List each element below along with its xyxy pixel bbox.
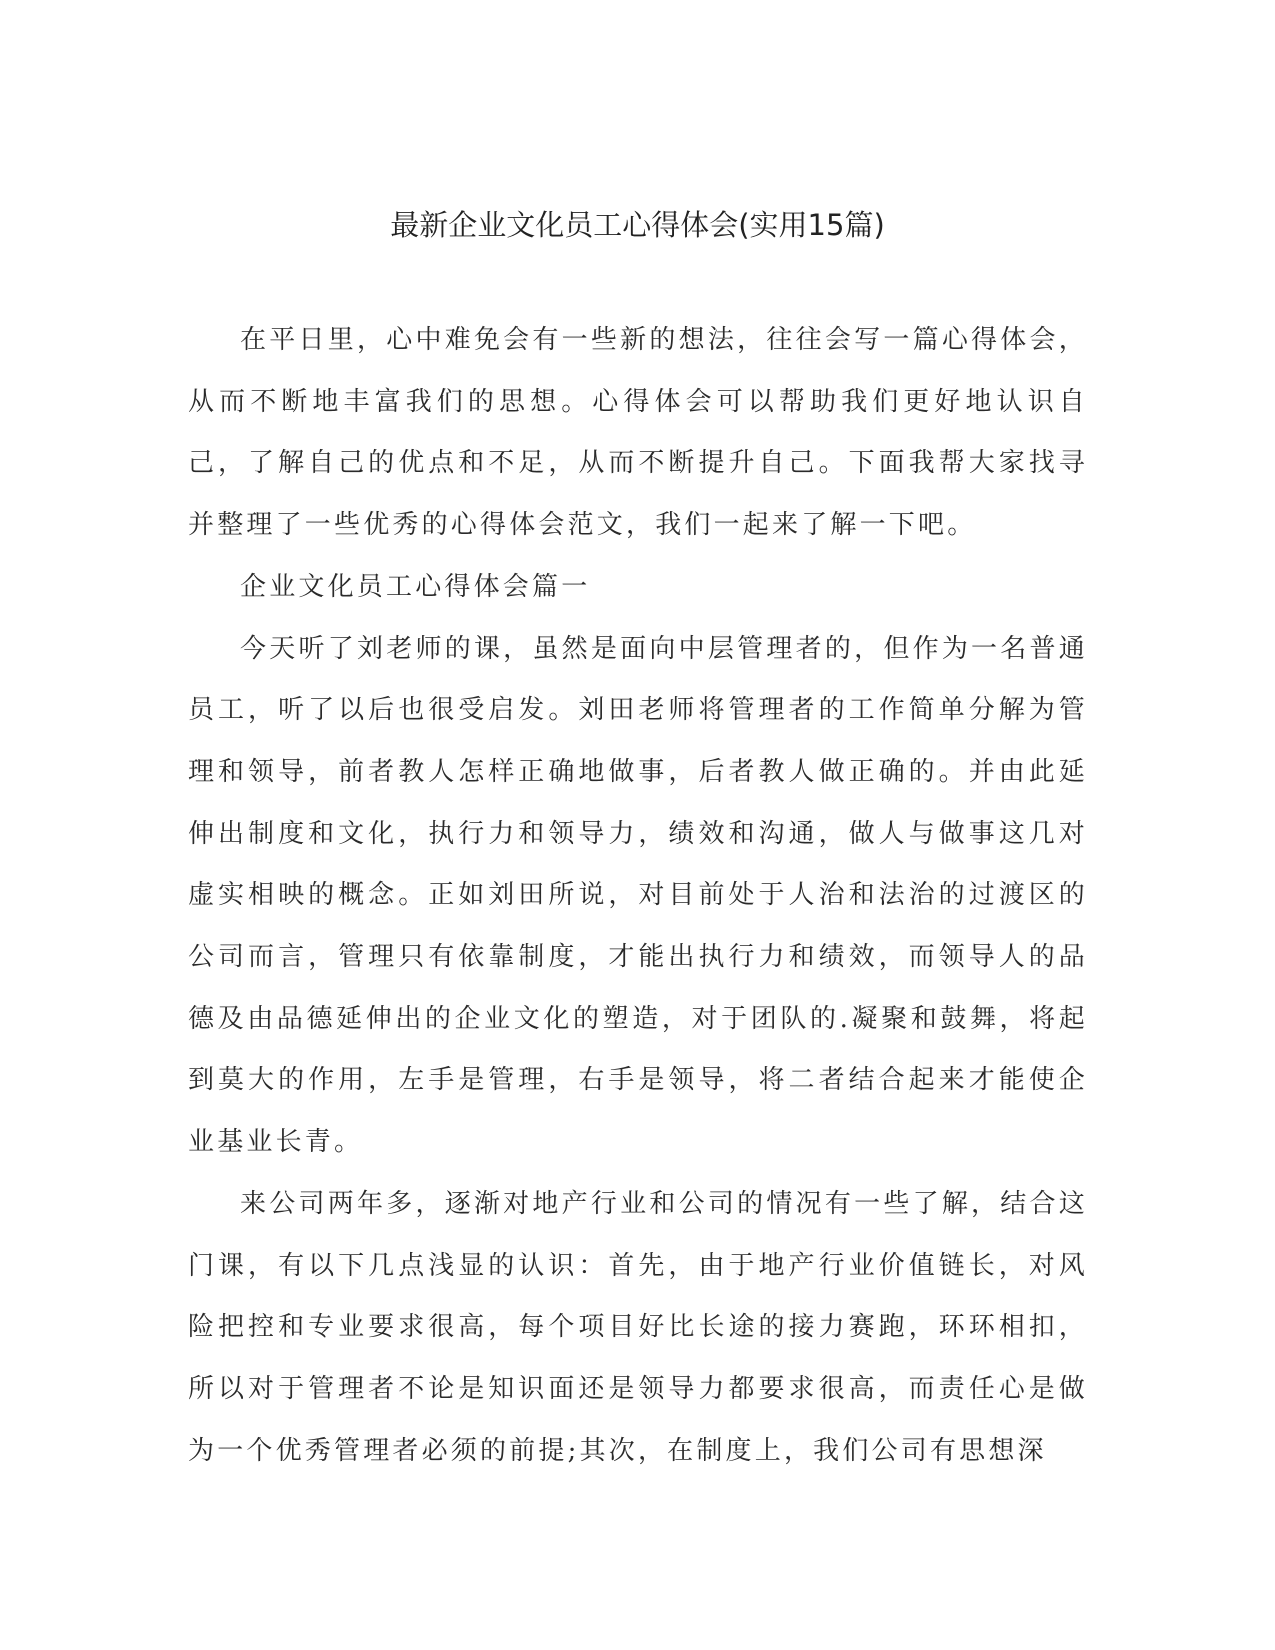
intro-paragraph: 在平日里，心中难免会有一些新的想法，往往会写一篇心得体会，从而不断地丰富我们的思想。心得体会可以帮助我们更好地认识自己，了解自己的优点和不足，从而不断提升自己。下面我帮大家找寻并整理了一些优秀的心得体会范文，我们一起来了解一下吧。 bbox=[188, 325, 1088, 541]
body-paragraph: 今天听了刘老师的课，虽然是面向中层管理者的，但作为一名普通员工，听了以后也很受启发。刘田老师将管理者的工作简单分解为管理和领导，前者教人怎样正确地做事，后者教人做正确的。并由此延伸出制度和文化，执行力和领导力，绩效和沟通，做人与做事这几对虚实相映的概念。正如刘田所说，对目前处于人治和法治的过渡区的公司而言，管理只有依靠制度，才能出执行力和绩效，而领导人的品德及由品德延伸出的企业文化的塑造，对于团队的.凝聚和鼓舞，将起到莫大的作用，左手是管理，右手是领导，将二者结合起来才能使企业基业长青。 bbox=[188, 633, 1088, 1158]
body-paragraph: 来公司两年多，逐渐对地产行业和公司的情况有一些了解，结合这门课，有以下几点浅显的认识：首先，由于地产行业价值链长，对风险把控和专业要求很高，每个项目好比长途的接力赛跑，环环相扣，所以对于管理者不论是知识面还是领导力都要求很高，而责任心是做为一个优秀管理者必须的前提;其次，在制度上，我们公司有思想深 bbox=[188, 1188, 1088, 1466]
document-title: 最新企业文化员工心得体会(实用15篇) bbox=[390, 208, 885, 242]
section-heading: 企业文化员工心得体会篇一 bbox=[240, 571, 591, 602]
document-body bbox=[188, 310, 1088, 1482]
